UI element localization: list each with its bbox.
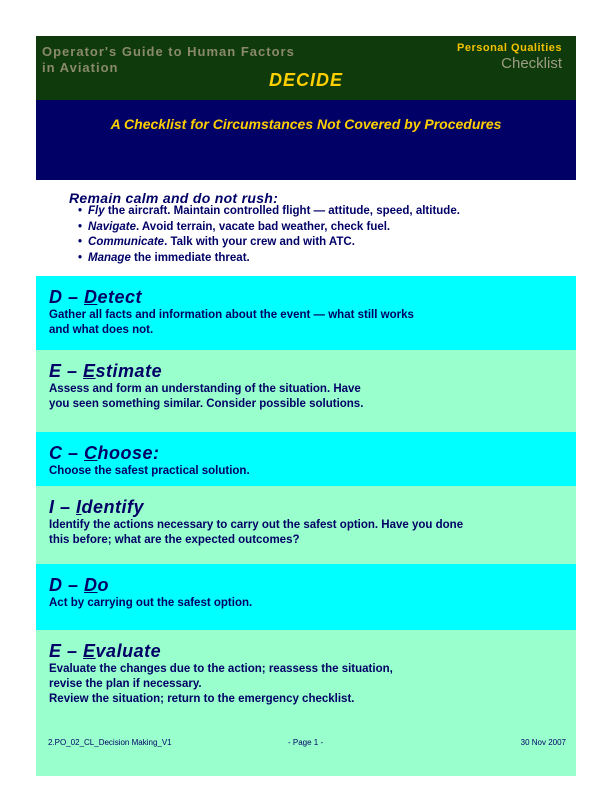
step-text: Gather all facts and information about the event — what still works	[49, 309, 414, 321]
subtitle-text: A Checklist for Circumstances Not Covered by Procedures	[110, 116, 502, 132]
doc-type-label: Checklist	[501, 55, 562, 72]
item-text: . Talk with your crew and with ATC.	[164, 236, 355, 248]
step-text: and what does not.	[49, 324, 154, 336]
step-heading: E – Estimate	[49, 361, 163, 381]
step-text: Evaluate the changes due to the action; reassess the situation,	[49, 663, 393, 675]
category-label: Personal Qualities	[457, 42, 562, 54]
step-choose	[36, 432, 576, 486]
step-text: this before; what are the expected outcomes?	[49, 534, 300, 546]
step-text: Assess and form an understanding of the situation. Have	[49, 383, 361, 395]
guide-title-line1: Operator's Guide to Human Factors	[42, 44, 295, 59]
step-text: Act by carrying out the safest option.	[49, 597, 253, 609]
item-keyword: Navigate	[88, 220, 136, 233]
step-text: you seen something similar. Consider possible solutions.	[49, 398, 364, 410]
document-date: 30 Nov 2007	[520, 738, 566, 747]
bullet-icon: •	[78, 220, 83, 233]
calm-list	[78, 204, 460, 266]
step-heading: I – Identify	[49, 497, 145, 517]
header-bar	[36, 36, 576, 100]
step-detect	[36, 276, 576, 350]
subtitle-banner	[36, 100, 576, 180]
step-evaluate	[36, 630, 576, 776]
item-text: . Avoid terrain, vacate bad weather, check fuel.	[135, 220, 391, 233]
list-item	[78, 251, 460, 267]
page-title: DECIDE	[268, 70, 343, 90]
document-id: 2.PO_02_CL_Decision Making_V1	[48, 738, 172, 747]
step-heading: E – Evaluate	[49, 641, 162, 661]
step-text: Choose the safest practical solution.	[49, 465, 250, 477]
step-estimate	[36, 350, 576, 432]
list-item	[78, 235, 460, 251]
step-identify	[36, 486, 576, 564]
page-number: - Page 1 -	[288, 738, 324, 747]
step-do	[36, 564, 576, 630]
calm-section	[36, 180, 576, 276]
item-text: the immediate threat.	[130, 251, 250, 264]
guide-title-line2: in Aviation	[42, 60, 119, 75]
checklist-page	[36, 36, 576, 776]
step-heading: D – Do	[49, 575, 110, 595]
bullet-icon: •	[78, 251, 83, 264]
item-keyword: Fly	[88, 205, 105, 217]
step-heading: D – Detect	[49, 287, 143, 307]
calm-heading: Remain calm and do not rush:	[69, 190, 279, 206]
bullet-icon: •	[78, 205, 83, 217]
item-text: the aircraft. Maintain controlled flight — attitude, speed, altitude.	[104, 205, 460, 217]
list-item	[78, 220, 460, 236]
step-text: revise the plan if necessary.	[49, 678, 202, 690]
page-footer	[48, 738, 566, 752]
item-keyword: Manage	[88, 251, 131, 264]
step-heading: C – Choose:	[49, 443, 160, 463]
step-text: Review the situation; return to the emergency checklist.	[49, 693, 355, 705]
item-keyword: Communicate	[88, 236, 165, 248]
category-block	[457, 42, 562, 72]
step-text: Identify the actions necessary to carry out the safest option. Have you done	[49, 519, 464, 531]
bullet-icon: •	[78, 236, 83, 248]
list-item	[78, 204, 460, 220]
